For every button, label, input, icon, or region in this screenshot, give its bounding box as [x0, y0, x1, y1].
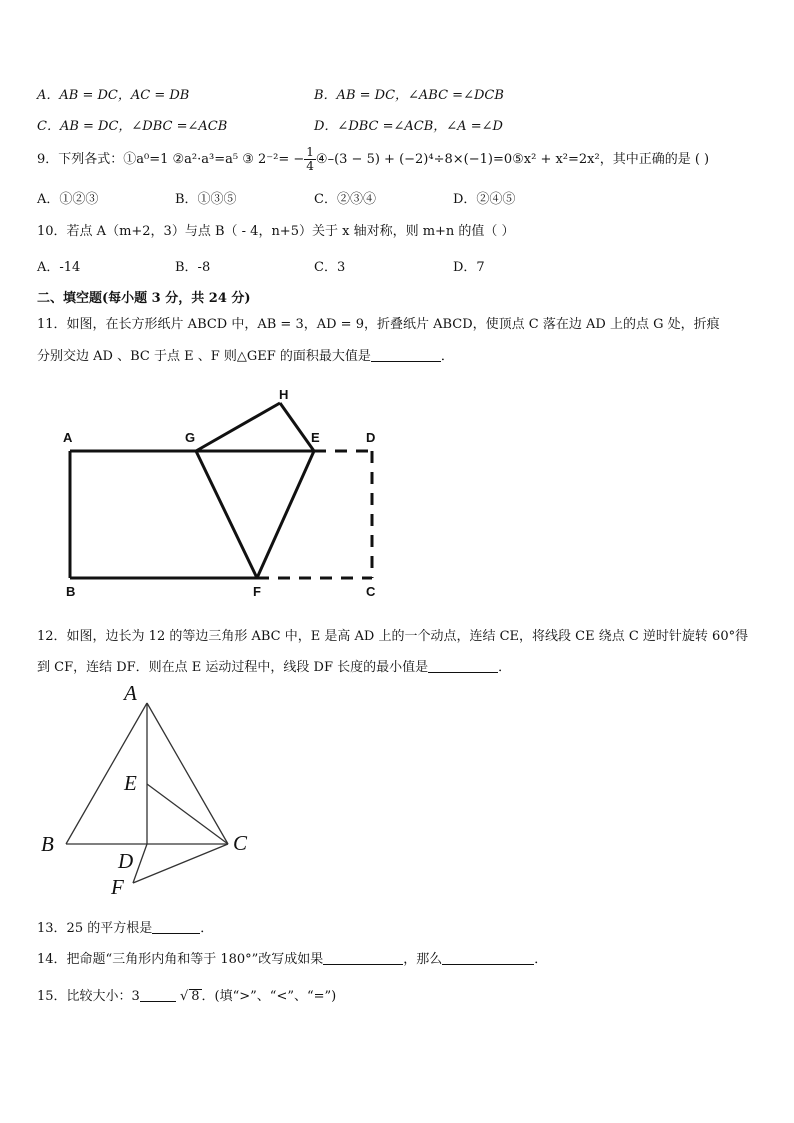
q9-option-d: D．②④⑤ [453, 192, 516, 207]
q9-fraction-denominator: 4 [306, 159, 314, 173]
q11-label-a: A [63, 430, 73, 445]
q12-label-a: A [124, 681, 137, 705]
q8-option-d: D．∠DBC =∠ACB，∠A =∠D [314, 119, 503, 134]
q15-end: ．(填“>”、“<”、“=”) [201, 989, 337, 1004]
q8-option-a: A．AB = DC，AC = DB [37, 88, 190, 103]
q12-line1: 12．如图，边长为 12 的等边三角形 ABC 中，E 是高 AD 上的一个动点，连结 CE，将线段 CE 绕点 C 逆时针旋转 60°得 [37, 629, 749, 644]
section-title: 二、填空题(每小题 3 分，共 24 分) [37, 291, 251, 306]
q12-label-c: C [233, 831, 248, 855]
q12-label-b: B [41, 832, 54, 856]
q9-fraction [304, 146, 316, 173]
q13-answer-blank [152, 921, 200, 934]
q14-blank-if [323, 952, 403, 965]
q12-label-e: E [124, 771, 137, 795]
q10-option-c: C．3 [314, 260, 346, 275]
q12-label-d: D [118, 849, 134, 873]
q11-segment-gf [196, 451, 257, 578]
q14-text: 14．把命题“三角形内角和等于 180°”改写成如果 [37, 952, 324, 967]
q9-option-b: B．①③⑤ [175, 192, 237, 207]
q12-line2-text: 到 CF，连结 DF．则在点 E 运动过程中，线段 DF 长度的最小值是 [37, 660, 429, 675]
q10-option-a: A．-14 [37, 260, 81, 275]
q12-line2 [37, 656, 511, 675]
q11-line2 [37, 345, 454, 364]
q10-option-b: B．-8 [175, 260, 211, 275]
q9-option-a: A．①②③ [37, 192, 99, 207]
q8-option-b: B．AB = DC，∠ABC =∠DCB [314, 88, 504, 103]
q12-label-f: F [111, 875, 124, 899]
q13-line [37, 917, 213, 936]
q14-line [37, 948, 547, 967]
q8-option-c: C．AB = DC，∠DBC =∠ACB [37, 119, 228, 134]
q12-segment-df [133, 844, 147, 883]
q11-label-e: E [311, 430, 320, 445]
q9-stem-part1: 9．下列各式：①a⁰=1 ②a²·a³=a⁵ ③ 2⁻²= − [37, 152, 305, 167]
q11-answer-blank [371, 349, 441, 362]
q11-figure [0, 380, 420, 610]
q11-segment-gh [196, 403, 280, 451]
q11-segment-he [280, 403, 314, 451]
q15-answer-blank [140, 989, 176, 1002]
q13-text: 13．25 的平方根是 [37, 921, 153, 936]
q11-label-d: D [366, 430, 376, 445]
q14-end: ． [534, 952, 548, 967]
q11-segment-ef [257, 451, 314, 578]
q10-stem: 10．若点 A（m+2，3）与点 B（ - 4，n+5）关于 x 轴对称，则 m+n 的值（ ） [37, 224, 515, 239]
q14-blank-then [442, 952, 534, 965]
q13-end: ． [200, 921, 214, 936]
q12-answer-blank [428, 660, 498, 673]
q11-label-f: F [253, 584, 261, 599]
q12-segment-ec [147, 784, 228, 844]
q11-label-b: B [66, 584, 76, 599]
q11-line2-text: 分别交边 AD 、BC 于点 E 、F 则△GEF 的面积最大值是 [37, 349, 371, 364]
q15-text: 15．比较大小：3 [37, 989, 140, 1004]
q12-line2-end: ． [498, 660, 512, 675]
q15-radicand: 8 [191, 989, 200, 1004]
q12-segment-fc [133, 844, 228, 883]
q9-option-c: C．②③④ [314, 192, 376, 207]
q15-line [37, 985, 336, 1004]
q14-mid: ，那么 [403, 952, 443, 967]
q9-fraction-numerator: 1 [306, 145, 314, 159]
q11-label-h: H [279, 387, 289, 402]
q15-sqrt: √ 8 [179, 989, 200, 1004]
q11-label-g: G [185, 430, 196, 445]
q12-figure [0, 680, 300, 905]
q9-stem [37, 146, 709, 173]
q10-option-d: D．7 [453, 260, 485, 275]
q11-line2-end: ． [440, 349, 454, 364]
q12-segment-ac [147, 703, 228, 844]
q11-line1: 11．如图，在长方形纸片 ABCD 中，AB = 3，AD = 9，折叠纸片 ABCD，使顶点 C 落在边 AD 上的点 G 处，折痕 [37, 317, 720, 332]
q11-label-c: C [366, 584, 376, 599]
q9-stem-part2: ④–(3 − 5) + (−2)⁴÷8×(−1)=0⑤x² + x²=2x²，其中正确的是 ( ) [315, 152, 710, 167]
